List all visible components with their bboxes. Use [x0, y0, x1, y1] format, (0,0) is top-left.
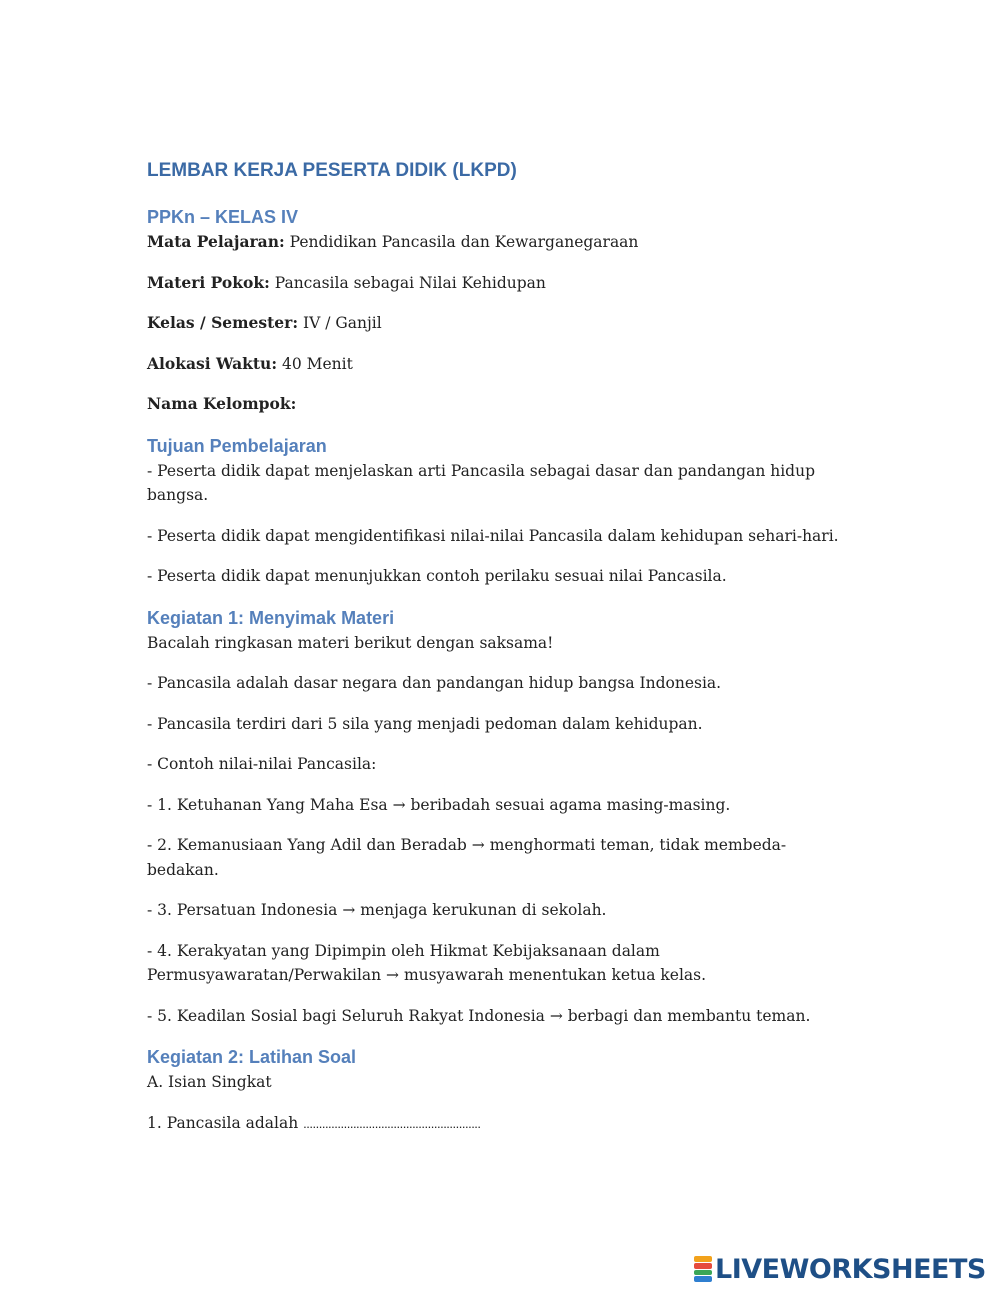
- meta-topic: Materi Pokok: Pancasila sebagai Nilai Kehidupan: [147, 272, 546, 292]
- kegiatan1-heading: Kegiatan 1: Menyimak Materi: [147, 607, 395, 628]
- tujuan-heading: Tujuan Pembelajaran: [147, 435, 327, 456]
- liveworksheets-logo: [694, 1254, 986, 1284]
- kegiatan2-heading: Kegiatan 2: Latihan Soal: [147, 1047, 357, 1067]
- kegiatan1-intro: Bacalah ringkasan materi berikut dengan saksama!: [147, 633, 554, 652]
- worksheet-page: [147, 158, 847, 1152]
- meta-group: Nama Kelompok:: [147, 394, 297, 413]
- kegiatan1-item: - 5. Keadilan Sosial bagi Seluruh Rakyat Indonesia → berbagi dan membantu teman.: [147, 1006, 811, 1025]
- meta-class: Kelas / Semester: IV / Ganjil: [147, 313, 382, 332]
- kegiatan1-item: - 2. Kemanusiaan Yang Adil dan Beradab → menghormati teman, tidak membeda-bedakan.: [147, 836, 787, 879]
- meta-subject: Mata Pelajaran: Pendidikan Pancasila dan Kewarganegaraan: [147, 232, 639, 251]
- logo-icon: [694, 1256, 712, 1282]
- page-title: LEMBAR KERJA PESERTA DIDIK (LKPD): [147, 160, 517, 181]
- kegiatan1-item: - Pancasila terdiri dari 5 sila yang menjadi pedoman dalam kehidupan.: [147, 714, 703, 733]
- kegiatan1-item: - Contoh nilai-nilai Pancasila:: [147, 755, 377, 773]
- question-1: 1. Pancasila adalah .........................................................: [147, 1113, 481, 1132]
- kegiatan2-subheading: A. Isian Singkat: [147, 1073, 272, 1091]
- tujuan-item: - Peserta didik dapat menunjukkan contoh perilaku sesuai nilai Pancasila.: [147, 567, 727, 585]
- kegiatan1-item: - 4. Kerakyatan yang Dipimpin oleh Hikmat Kebijaksanaan dalam Permusyawaratan/Perwakilan → musyawarah menentukan ketua kelas.: [147, 941, 707, 984]
- logo-text: LIVEWORKSHEETS: [715, 1253, 986, 1285]
- subject-heading: PPKn – KELAS IV: [147, 207, 299, 227]
- kegiatan1-item: - Pancasila adalah dasar negara dan pandangan hidup bangsa Indonesia.: [147, 674, 722, 692]
- meta-time: Alokasi Waktu: 40 Menit: [147, 353, 353, 373]
- tujuan-item: - Peserta didik dapat mengidentifikasi nilai-nilai Pancasila dalam kehidupan sehari-hari.: [147, 526, 839, 545]
- kegiatan1-item: - 3. Persatuan Indonesia → menjaga kerukunan di sekolah.: [147, 901, 607, 919]
- kegiatan1-item: - 1. Ketuhanan Yang Maha Esa → beribadah sesuai agama masing-masing.: [147, 795, 731, 814]
- tujuan-item: - Peserta didik dapat menjelaskan arti Pancasila sebagai dasar dan pandangan hidup bangsa.: [147, 461, 816, 504]
- answer-blank[interactable]: .........................................................: [303, 1115, 481, 1131]
